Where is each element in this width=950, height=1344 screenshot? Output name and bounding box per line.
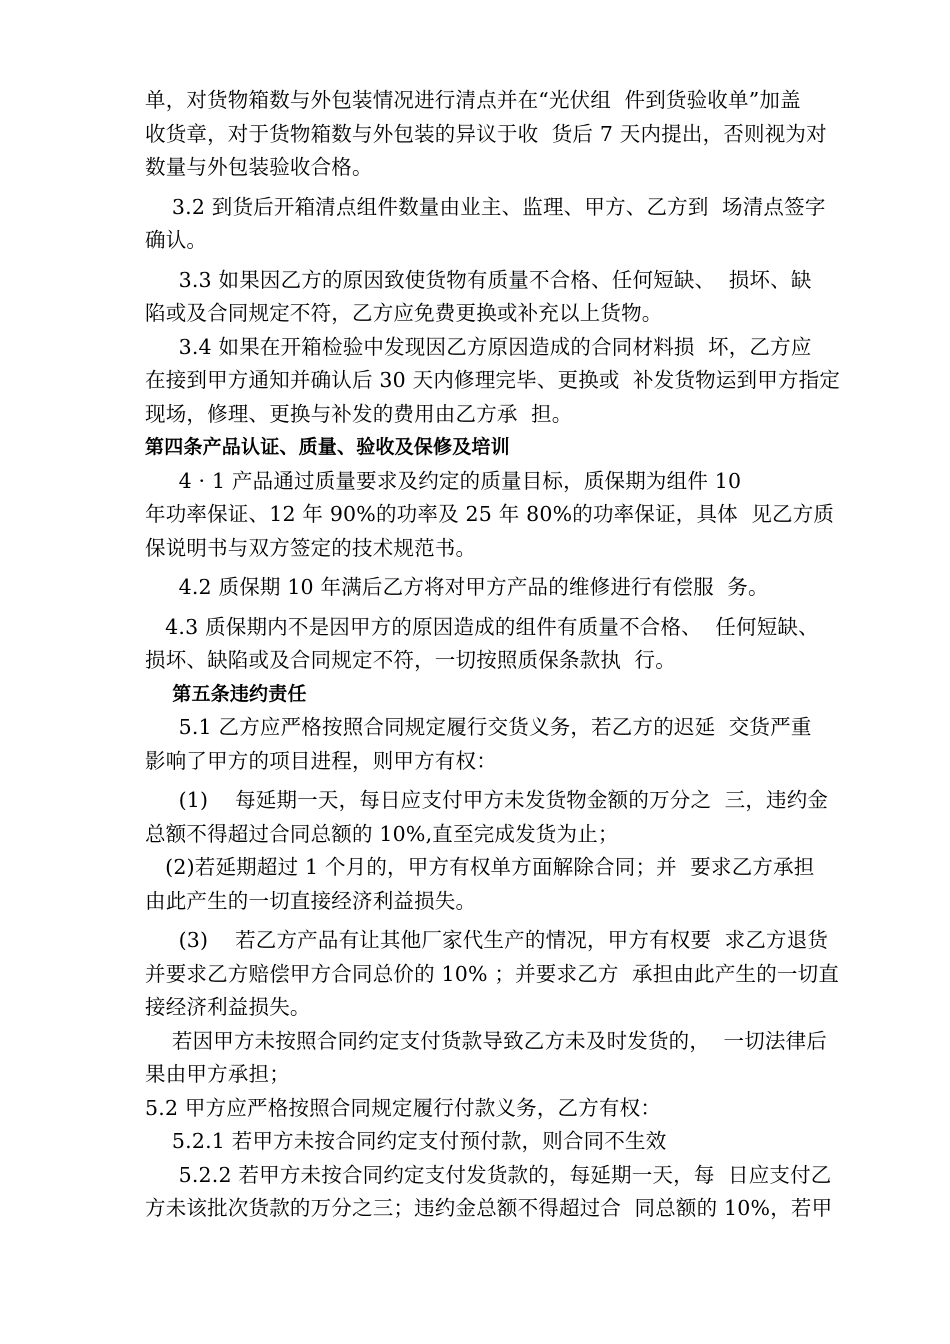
clause-5-2-1: 5.2.1 若甲方未按合同约定支付预付款，则合同不生效	[145, 1129, 667, 1153]
text-line: 确认。	[145, 228, 208, 252]
clause-5-2: 5.2 甲方应严格按照合同规定履行付款义务，乙方有权：	[145, 1095, 662, 1120]
text-line: 现场，修理、更换与补发的费用由乙方承 担。	[145, 401, 573, 426]
text-line: 影响了甲方的项目进程，则甲方有权：	[145, 748, 497, 773]
text-line: 保说明书与双方签定的技术规范书。	[145, 535, 477, 560]
clause-5-1: 5.1 乙方应严格按照合同规定履行交货义务，若乙方的迟延 交货严重	[145, 715, 812, 739]
section-heading-5: 第五条违约责任	[145, 682, 307, 705]
text-line: 损坏、缺陷或及合同规定不符，一切按照质保条款执 行。	[145, 648, 676, 672]
clause-4-3: 4.3 质保期内不是因甲方的原因造成的组件有质量不合格、 任何短缺、	[145, 614, 819, 639]
item-3: (3) 若乙方产品有让其他厂家代生产的情况，甲方有权要 求乙方退货	[145, 928, 829, 952]
text-line: 总额不得超过合同总额的 10%,直至完成发货为止；	[145, 821, 619, 846]
item-1: (1) 每延期一天，每日应支付甲方未发货物金额的万分之 三，违约金	[145, 788, 829, 812]
clause-3-2: 3.2 到货后开箱清点组件数量由业主、监理、甲方、乙方到 场清点签字	[145, 194, 826, 219]
clause-5-2-2: 5.2.2 若甲方未按合同约定支付发货款的，每延期一天，每 日应支付乙	[145, 1162, 832, 1187]
clause-3-4: 3.4 如果在开箱检验中发现因乙方原因造成的合同材料损 坏，乙方应	[145, 334, 812, 359]
text-line: 数量与外包装验收合格。	[145, 155, 373, 179]
item-2: (2)若延期超过 1 个月的，甲方有权单方面解除合同；并 要求乙方承担	[145, 855, 815, 879]
clause-3-3: 3.3 如果因乙方的原因致使货物有质量不合格、任何短缺、 损坏、缺	[145, 267, 812, 292]
text-line: 方未该批次货款的万分之三；违约金总额不得超过合 同总额的 10%，若甲	[145, 1196, 833, 1220]
paragraph-buyer-delay: 若因甲方未按照合同约定支付货款导致乙方未及时发货的， 一切法律后	[145, 1028, 827, 1053]
text-line: 在接到甲方通知并确认后 30 天内修理完毕、更换或 补发货物运到甲方指定	[145, 368, 841, 392]
text-line: 年功率保证、12 年 90%的功率及 25 年 80%的功率保证，具体 见乙方质	[145, 502, 835, 526]
contract-text-body	[145, 84, 890, 1226]
clause-4-1: 4 · 1 产品通过质量要求及约定的质量目标，质保期为组件 10	[145, 468, 742, 493]
clause-4-2: 4.2 质保期 10 年满后乙方将对甲方产品的维修进行有偿服 务。	[145, 575, 769, 599]
section-heading-4: 第四条产品认证、质量、验收及保修及培训	[145, 436, 510, 458]
text-line: 并要求乙方赔偿甲方合同总价的 10% ；并要求乙方 承担由此产生的一切直	[145, 961, 840, 986]
text-line: 收货章，对于货物箱数与外包装的异议于收 货后 7 天内提出，否则视为对	[145, 121, 827, 146]
text-line: 单，对货物箱数与外包装情况进行清点并在“光伏组 件到货验收单”加盖	[145, 88, 801, 112]
text-line: 果由甲方承担；	[145, 1062, 290, 1086]
text-line: 接经济利益损失。	[145, 995, 311, 1019]
text-line: 陷或及合同规定不符，乙方应免费更换或补充以上货物。	[145, 301, 663, 325]
text-line: 由此产生的一切直接经济利益损失。	[145, 888, 477, 913]
